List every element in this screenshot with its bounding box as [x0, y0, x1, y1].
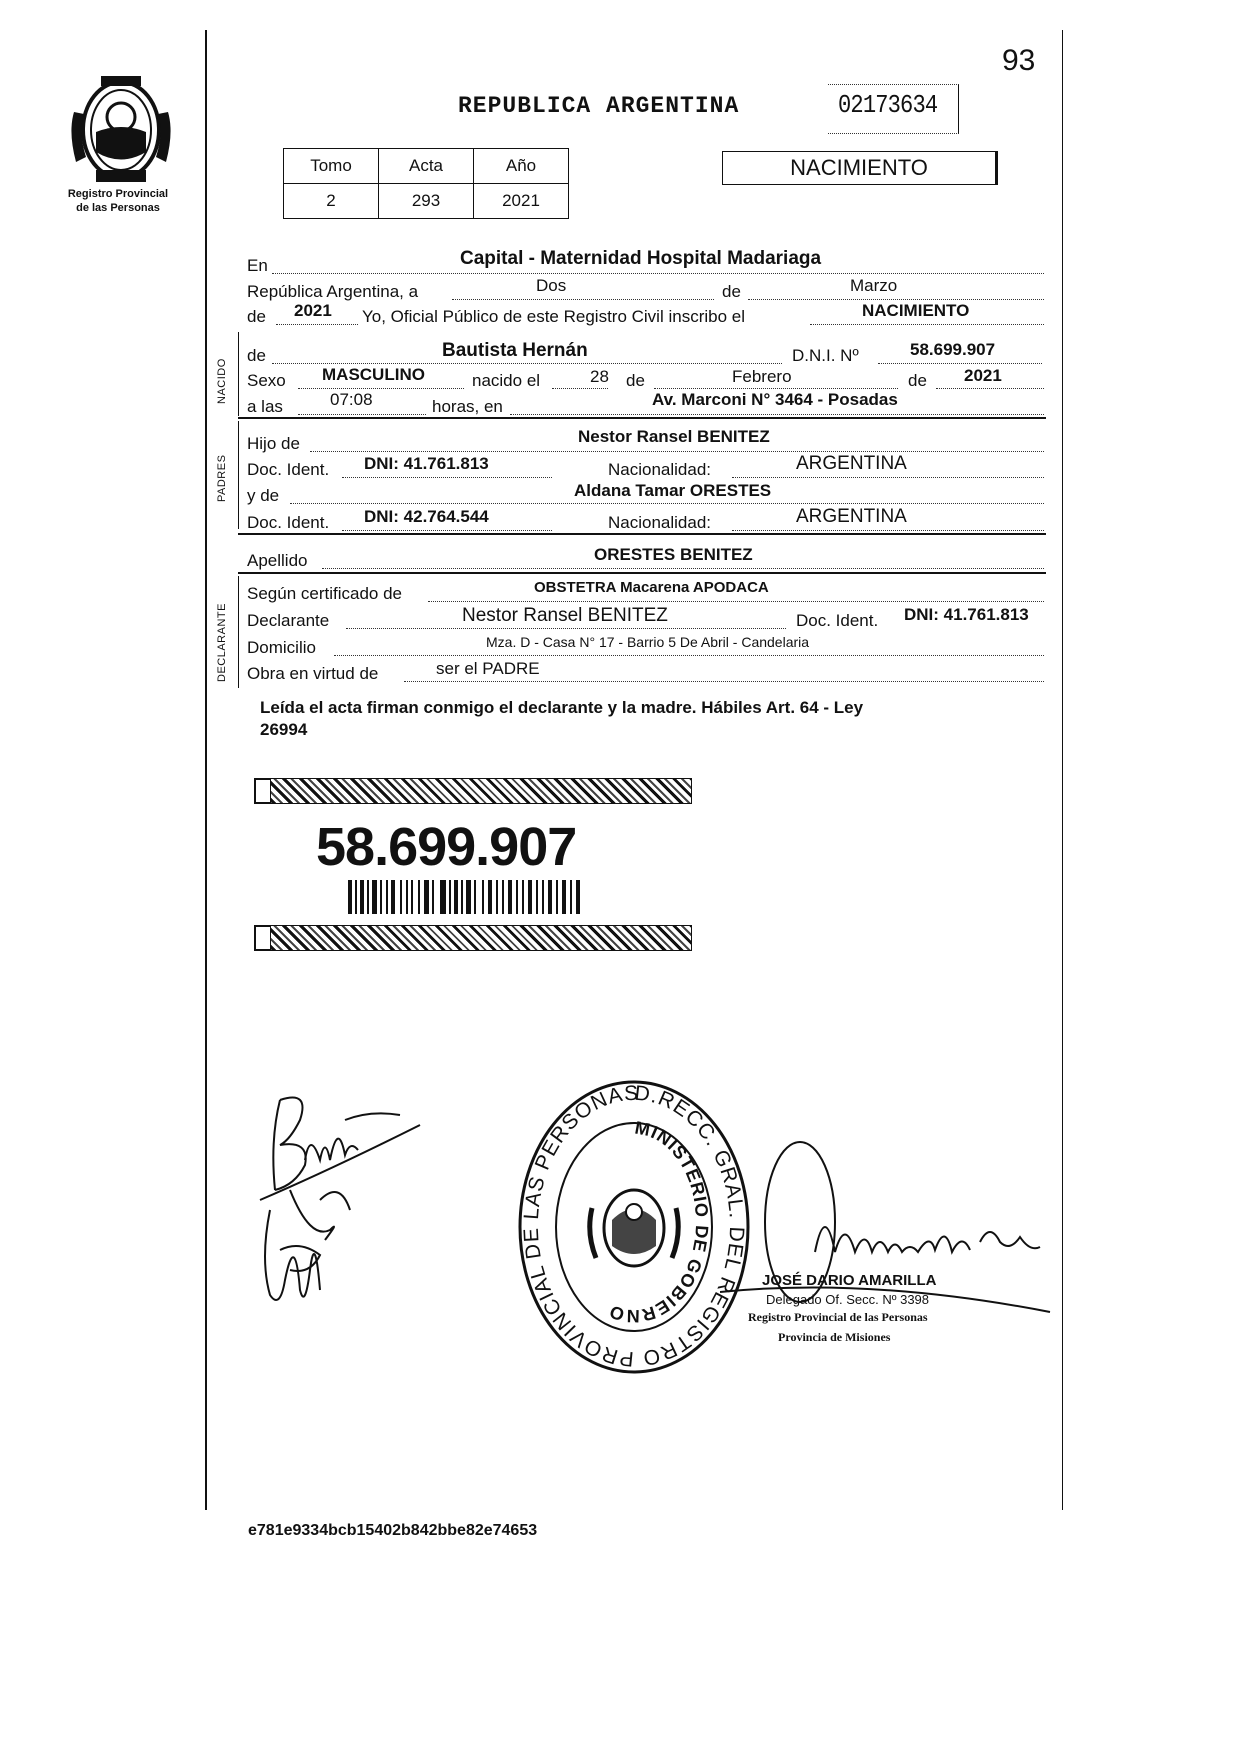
apellido-label: Apellido: [247, 551, 308, 570]
cert-value: OBSTETRA Macarena APODACA: [534, 579, 769, 596]
registry-logo: [66, 72, 176, 187]
sexo-value: MASCULINO: [322, 365, 425, 384]
month-value: Marzo: [850, 276, 898, 295]
logo-caption-1: Registro Provincial: [67, 188, 169, 200]
year-value: 2021: [294, 301, 332, 320]
child-dni: 58.699.907: [910, 340, 996, 359]
hline: [238, 417, 1046, 419]
vline: [238, 421, 239, 529]
dots: [452, 283, 714, 300]
mother-doc-label: Doc. Ident.: [247, 513, 330, 532]
barcode-number: 58.699.907: [316, 817, 577, 877]
birth-de-label: de: [626, 371, 645, 390]
de-label: de: [722, 282, 741, 301]
seal-outer-text: D.RECC. GRAL. DEL REGISTRO PROVINCIAL DE LAS PERSONAS: [519, 1081, 749, 1371]
mother-nationality: ARGENTINA: [796, 506, 907, 527]
hline: [238, 572, 1046, 574]
dni-label: D.N.I. Nº: [792, 346, 859, 365]
birth-day: 28: [590, 367, 609, 386]
mother-name: Aldana Tamar ORESTES: [574, 481, 772, 500]
day-value: Dos: [536, 276, 567, 295]
father-nat-label: Nacionalidad:: [608, 460, 712, 479]
declarant-signature: [250, 1080, 430, 1320]
father-name: Nestor Ransel BENITEZ: [578, 427, 770, 446]
nacido-section-label: NACIDO: [216, 358, 228, 404]
serial-box-line: [828, 84, 959, 134]
declarante-section-label: DECLARANTE: [216, 603, 228, 682]
declarante-label: Declarante: [247, 611, 330, 630]
value-tomo: 2: [284, 184, 379, 219]
tick: [255, 779, 271, 803]
serial-number: 02173634: [838, 90, 938, 120]
official-line-2: Registro Provincial de las Personas: [748, 1310, 928, 1324]
birth-place-intro: Capital - Maternidad Hospital Madariaga: [460, 248, 822, 269]
page-number: 93: [1002, 44, 1036, 77]
nacido-el-label: nacido el: [472, 371, 541, 390]
father-doc-label: Doc. Ident.: [247, 460, 330, 479]
nacido-de-label: de: [247, 346, 266, 365]
mother-doc: DNI: 42.764.544: [364, 507, 489, 526]
register-table: [283, 148, 569, 219]
y-de-label: y de: [247, 486, 280, 505]
birth-address: Av. Marconi N° 3464 - Posadas: [652, 390, 898, 409]
country-title: REPUBLICA ARGENTINA: [458, 93, 740, 119]
father-doc: DNI: 41.761.813: [364, 454, 489, 473]
obra-label: Obra en virtud de: [247, 664, 379, 683]
vline: [238, 332, 239, 416]
header-ano: Año: [474, 149, 569, 184]
domicilio-label: Domicilio: [247, 638, 316, 657]
left-margin-line: [205, 30, 207, 1510]
security-pattern-top: [254, 778, 692, 804]
apellido-value: ORESTES BENITEZ: [594, 545, 753, 564]
barcode-icon: [348, 880, 588, 914]
birth-month: Febrero: [732, 367, 792, 386]
header-tomo: Tomo: [284, 149, 379, 184]
official-seal: [516, 1078, 752, 1376]
signature-icon: [250, 1080, 430, 1320]
doc-type-box: NACIMIENTO: [722, 151, 998, 185]
inscribo-label: Yo, Oficial Público de este Registro Civil inscribo el: [362, 307, 745, 326]
logo-caption-2: de las Personas: [76, 202, 160, 214]
declarante-name: Nestor Ransel BENITEZ: [462, 605, 668, 626]
seal-icon: [516, 1078, 752, 1376]
header-acta: Acta: [379, 149, 474, 184]
cert-label: Según certificado de: [247, 584, 402, 603]
republica-label: República Argentina, a: [247, 282, 419, 301]
birth-year: 2021: [964, 366, 1002, 385]
a-las-label: a las: [247, 397, 283, 416]
hline: [238, 533, 1046, 535]
value-acta: 293: [379, 184, 474, 219]
horas-label: horas, en: [432, 397, 503, 416]
coat-of-arms-icon: [66, 72, 176, 187]
de2-label: de: [247, 307, 266, 326]
barcode: [348, 880, 588, 914]
official-line-1: Delegado Of. Secc. Nº 3398: [766, 1292, 930, 1307]
notes-line-1: Leída el acta firman conmigo el declarante y la madre. Hábiles Art. 64 - Ley: [260, 698, 864, 717]
notes-line-2: 26994: [260, 720, 308, 739]
document-hash: e781e9334bcb15402b842bbe82e74653: [248, 1522, 538, 1539]
hijo-de-label: Hijo de: [247, 434, 300, 453]
child-name: Bautista Hernán: [442, 340, 588, 361]
birth-de-label-2: de: [908, 371, 927, 390]
mother-nat-label: Nacionalidad:: [608, 513, 712, 532]
act-value: NACIMIENTO: [862, 301, 970, 320]
declarante-doc-label: Doc. Ident.: [796, 611, 879, 630]
domicilio-value: Mza. D - Casa N° 17 - Barrio 5 De Abril - Candelaria: [486, 634, 810, 650]
security-pattern-bottom: [254, 925, 692, 951]
obra-value: ser el PADRE: [436, 659, 540, 678]
en-label: En: [247, 256, 268, 275]
official-name: JOSÉ DARIO AMARILLA: [762, 1272, 937, 1289]
tick: [255, 926, 271, 950]
declarante-doc: DNI: 41.761.813: [904, 605, 1029, 624]
birth-time: 07:08: [330, 390, 373, 409]
official-line-3: Provincia de Misiones: [778, 1330, 891, 1344]
value-ano: 2021: [474, 184, 569, 219]
sexo-label: Sexo: [247, 371, 286, 390]
padres-section-label: PADRES: [216, 454, 228, 502]
father-nationality: ARGENTINA: [796, 453, 907, 474]
seal-inner-text: MINISTERIO DE GOBIERNO: [606, 1117, 713, 1327]
vline: [238, 576, 239, 688]
